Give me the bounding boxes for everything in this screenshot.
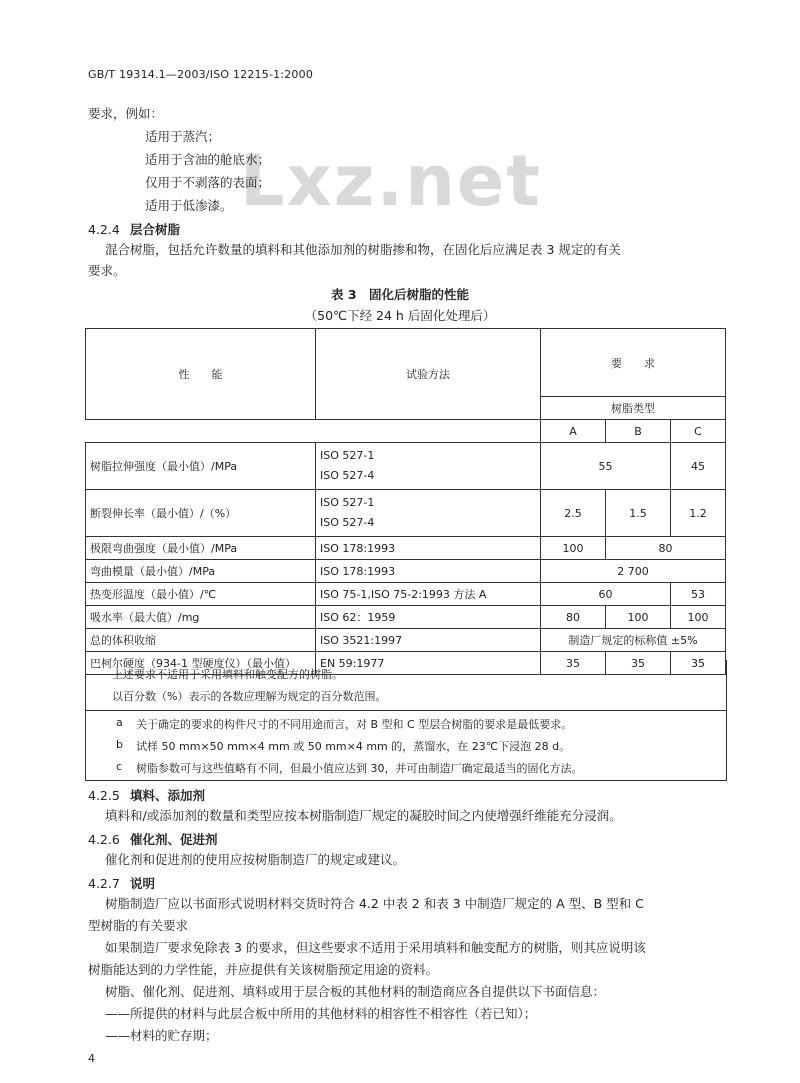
table-row [86, 490, 726, 537]
value-cell: 80 [606, 537, 726, 560]
table-row [86, 606, 726, 629]
value-cell: 35 [671, 652, 726, 675]
header-requirement: 要 求 [541, 329, 726, 397]
type-a: A [541, 420, 606, 443]
document-header: GB/T 19314.1—2003/ISO 12215-1:2000 [88, 68, 314, 81]
paragraph-line: 催化剂和促进剂的使用应按树脂制造厂的规定或建议。 [105, 852, 406, 867]
value-cell: 100 [541, 537, 606, 560]
section-4-2-7-heading [88, 874, 155, 892]
footnote-text: 树脂参数可与这些值略有不同，但最小值应达到 30，并可由制造厂确定最适当的固化方法。 [136, 762, 583, 775]
method-cell: ISO 3521:1997 [316, 629, 541, 652]
value-cell: 80 [541, 606, 606, 629]
footnote-mark: c [116, 760, 123, 773]
value-cell: 35 [606, 652, 671, 675]
value-cell: 2.5 [541, 490, 606, 537]
method-cell: ISO 178:1993 [316, 537, 541, 560]
property-cell: 吸水率（最大值）/mg [86, 606, 316, 629]
paragraph-line: 混合树脂，包括允许数量的填料和其他添加剂的树脂掺和物，在固化后应满足表 3 规定的有关 [105, 242, 621, 257]
value-cell: 60 [541, 583, 671, 606]
property-cell: 总的体积收缩 [86, 629, 316, 652]
table-row [86, 537, 726, 560]
value-cell: 53 [671, 583, 726, 606]
table-row [86, 583, 726, 606]
paragraph-line: 型树脂的有关要求 [88, 918, 189, 933]
type-b: B [606, 420, 671, 443]
section-4-2-4-heading [88, 220, 180, 238]
example-item: 适用于蒸汽； [145, 129, 221, 144]
header-resin-type: 树脂类型 [541, 397, 726, 420]
value-cell: 2 700 [541, 560, 726, 583]
section-4-2-6-heading [88, 830, 218, 848]
notes-divider [86, 710, 726, 711]
section-4-2-5-heading [88, 786, 205, 804]
section-title: 填料、添加剂 [130, 788, 206, 803]
intro-text: 要求，例如： [88, 106, 164, 121]
property-cell: 热变形温度（最小值）/℃ [86, 583, 316, 606]
value-cell: 制造厂规定的标称值 ±5% [541, 629, 726, 652]
table-row [86, 443, 726, 490]
footnote-text: 关于确定的要求的构件尺寸的不同用途而言，对 B 型和 C 型层合树脂的要求是最低要求。 [136, 718, 573, 731]
paragraph-line: 要求。 [88, 263, 126, 278]
property-cell: 树脂拉伸强度（最小值）/MPa [86, 443, 316, 490]
method-cell: EN 59:1977 [316, 652, 541, 675]
footnote-text: 试样 50 mm×50 mm×4 mm 或 50 mm×4 mm 的，蒸馏水，在 23℃下浸泡 28 d。 [136, 740, 571, 753]
table-notes [85, 660, 727, 781]
paragraph-line: 如果制造厂要求免除表 3 的要求，但这些要求不适用于采用填料和触变配方的树脂，则其应说明该 [105, 940, 646, 955]
list-item: ——所提供的材料与此层合板中所用的其他材料的相容性不相容性（若已知）； [105, 1006, 537, 1021]
page-number: 4 [88, 1052, 95, 1065]
paragraph-line: 树脂、催化剂、促进剂、填料或用于层合板的其他材料的制造商应各自提供以下书面信息： [105, 984, 606, 999]
property-cell: 断裂伸长率（最小值）/（%） [86, 490, 316, 537]
table-title: 表 3 固化后树脂的性能 [330, 287, 470, 302]
example-item: 适用于含油的舱底水； [145, 152, 271, 167]
paragraph-line: 树脂能达到的力学性能，并应提供有关该树脂预定用途的资料。 [88, 962, 439, 977]
section-number: 4.2.5 [88, 788, 120, 803]
section-title: 催化剂、促进剂 [130, 832, 218, 847]
watermark: Lxz.net [240, 140, 542, 222]
section-number: 4.2.4 [88, 222, 120, 237]
property-cell: 极限弯曲强度（最小值）/MPa [86, 537, 316, 560]
value-cell: 100 [671, 606, 726, 629]
method-cell: ISO 178:1993 [316, 560, 541, 583]
value-cell: 1.5 [606, 490, 671, 537]
method-cell: ISO 527-1 ISO 527-4 [316, 490, 541, 537]
properties-table [85, 328, 726, 675]
value-cell: 55 [541, 443, 671, 490]
example-item: 仅用于不剥落的表面； [145, 175, 271, 190]
paragraph-line: 树脂制造厂应以书面形式说明材料交货时符合 4.2 中表 2 和表 3 中制造厂规定的 A 型、B 型和 C [105, 896, 644, 911]
table-row [86, 560, 726, 583]
method-cell: ISO 62：1959 [316, 606, 541, 629]
value-cell: 1.2 [671, 490, 726, 537]
value-cell: 45 [671, 443, 726, 490]
section-number: 4.2.6 [88, 832, 120, 847]
method-cell: ISO 75-1,ISO 75-2:1993 方法 A [316, 583, 541, 606]
note-line: 以百分数（%）表示的各数应理解为规定的百分数范围。 [112, 690, 387, 703]
list-item: ——材料的贮存期； [105, 1028, 218, 1043]
method-cell: ISO 527-1 ISO 527-4 [316, 443, 541, 490]
example-item: 适用于低渗漆。 [145, 198, 233, 213]
section-title: 说明 [130, 876, 156, 891]
value-cell: 35 [541, 652, 606, 675]
header-method: 试验方法 [316, 329, 541, 420]
table-row [86, 629, 726, 652]
property-cell: 巴柯尔硬度（934-1 型硬度仪）（最小值） [86, 652, 316, 675]
section-number: 4.2.7 [88, 876, 120, 891]
type-c: C [671, 420, 726, 443]
note-line: 上述要求不适用于采用填料和触变配方的树脂。 [112, 668, 343, 681]
property-cell: 弯曲模量（最小值）/MPa [86, 560, 316, 583]
paragraph-line: 填料和/或添加剂的数量和类型应按本树脂制造厂规定的凝胶时间之内使增强纤维能充分浸润。 [105, 808, 622, 823]
footnote-mark: a [116, 716, 123, 729]
section-title: 层合树脂 [130, 222, 181, 237]
footnote-mark: b [116, 738, 123, 751]
table-subtitle: （50℃下经 24 h 后固化处理后） [304, 308, 496, 323]
value-cell: 100 [606, 606, 671, 629]
header-property: 性 能 [86, 329, 316, 420]
